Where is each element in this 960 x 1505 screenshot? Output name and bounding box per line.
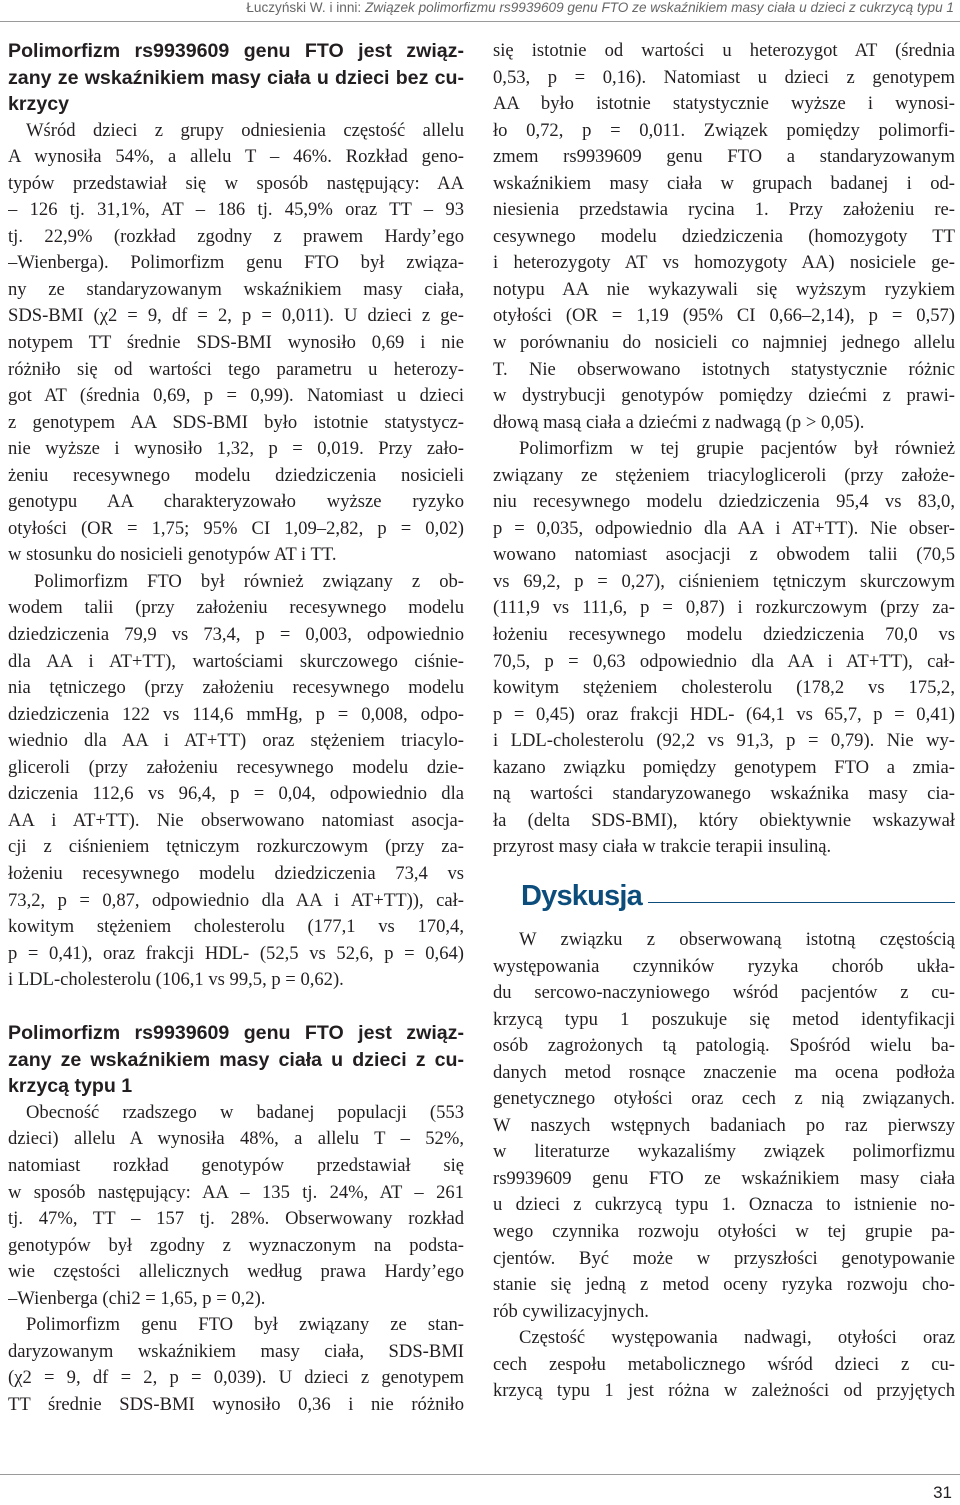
running-header	[0, 0, 960, 20]
text-line: –Wienberga). Polimorfizm genu FTO był związa-	[8, 252, 464, 274]
text-line: tj. 47%, TT – 157 tj. 28%. Obserwowany rozkład	[8, 1208, 464, 1230]
text-line: W naszych wstępnych badaniach po raz pierwszy	[493, 1114, 955, 1136]
header-title: Związek polimorfizmu rs9939609 genu FTO ze wskaźnikiem masy ciała u dzieci z cukrzycą typu 1	[364, 0, 954, 15]
text-line: u dzieci z cukrzycą typu 1. Oznacza to istnienie no-	[493, 1194, 955, 1216]
subheading-line: Polimorfizm rs9939609 genu FTO jest związ-	[8, 1022, 464, 1045]
text-line: cji z ciśnieniem tętniczym rozkurczowym (przy za-	[8, 836, 464, 858]
text-line: łożeniu recesywnego modelu dziedziczenia 70,0 vs	[493, 624, 955, 646]
text-line: p = 0,41), oraz frakcji HDL- (52,5 vs 52,6, p = 0,64)	[8, 942, 464, 964]
text-line: ną wartości standaryzowanego wskaźnika masy cia-	[493, 783, 955, 805]
text-line: rób cywilizacyjnych.	[493, 1300, 649, 1322]
text-line: rs9939609 genu FTO ze wskaźnikiem masy ciała	[493, 1167, 955, 1189]
text-line: różniło się od wartości tego parametru u heterozy-	[8, 358, 464, 380]
right-column-top-text	[493, 38, 955, 861]
text-line: wiednio dla AA i AT+TT) oraz stężeniem triacylo-	[8, 730, 464, 752]
text-line: SDS-BMI (χ2 = 9, df = 2, p = 0,011). U dzieci z ge-	[8, 305, 464, 327]
text-line: AA i AT+TT). Nie obserwowano natomiast asocja-	[8, 809, 464, 831]
text-line: niu recesywnego modelu dziedziczenia 95,4 vs 83,0,	[493, 491, 955, 513]
text-line: krzycą typu 1 poszukuje się metod identyfikacji	[493, 1008, 955, 1030]
text-line: nie wyższe i wynosiło 1,32, p = 0,019. Przy zało-	[8, 438, 464, 460]
text-line: p = 0,035, odpowiednio dla AA i AT+TT). Nie obser-	[493, 517, 955, 539]
text-line: dziedziczenia 79,9 vs 73,4, p = 0,003, odpowiednio	[8, 624, 464, 646]
text-line: ny ze standaryzowanym wskaźnikiem masy ciała,	[8, 278, 464, 300]
text-line: nia tętniczego (przy założeniu recesywnego modelu	[8, 677, 464, 699]
text-line: Wśród dzieci z grupy odniesienia częstość allelu	[26, 119, 464, 141]
text-line: kazano związku pomiędzy genotypem FTO a zmia-	[493, 756, 955, 778]
text-line: stanie się jedną z metod oceny ryzyka rozwoju cho-	[493, 1274, 955, 1296]
text-line: w stosunku do nosicieli genotypów AT i TT.	[8, 544, 337, 566]
text-line: Polimorfizm w tej grupie pacjentów był również	[519, 438, 955, 460]
section-heading-rule	[648, 902, 955, 903]
text-line: Polimorfizm FTO był również związany z ob-	[34, 570, 464, 592]
text-line: got AT (średnia 0,69, p = 0,99). Natomiast u dzieci	[8, 385, 464, 407]
text-line: związany ze stężeniem triacylogliceroli (przy założe-	[493, 464, 955, 486]
text-line: wego czynnika rozwoju otyłości w tej grupie pa-	[493, 1220, 955, 1242]
text-line: cesywnego modelu dziedziczenia (homozygoty TT	[493, 225, 955, 247]
section-heading-text: Dyskusja	[521, 879, 642, 912]
page-number: 31	[933, 1483, 952, 1502]
footer-rule	[0, 1474, 960, 1475]
text-line: łożeniu recesywnego modelu dziedziczenia 73,4 vs	[8, 862, 464, 884]
subheading-line: zany ze wskaźnikiem masy ciała u dzieci z cu-	[8, 1048, 464, 1071]
text-line: wowano natomiast asocjacji z obwodem talii (70,5	[493, 544, 955, 566]
text-line: wodem talii (przy założeniu recesywnego modelu	[8, 597, 464, 619]
text-line: Polimorfizm genu FTO był związany ze stan-	[26, 1314, 464, 1336]
text-line: i LDL-cholesterolu (92,2 vs 91,3, p = 0,79). Nie wy-	[493, 730, 955, 752]
text-line: i heterozygoty AT vs homozygoty AA) nosiciele ge-	[493, 252, 955, 274]
header-rule	[0, 21, 960, 22]
text-line: otyłości (OR = 1,19 (95% CI 0,66–2,14), p = 0,57)	[493, 305, 955, 327]
text-line: A wynosiła 54%, a allelu T – 46%. Rozkład geno-	[8, 146, 464, 168]
text-line: zmem rs9939609 genu FTO a standaryzowanym	[493, 146, 955, 168]
text-line: genotypów był zgodny z wyznaczonym na podsta-	[8, 1234, 464, 1256]
left-column	[8, 38, 464, 1418]
text-line: dziczenia 112,6 vs 96,4, p = 0,04, odpowiednio dla	[8, 783, 464, 805]
text-line: genetycznego otyłości oraz cech z nią związanych.	[493, 1088, 955, 1110]
subheading-line: zany ze wskaźnikiem masy ciała u dzieci bez cu-	[8, 66, 464, 89]
text-line: 70,5, p = 0,63 odpowiednio dla AA i AT+TT), cał-	[493, 650, 955, 672]
text-line: wie częstości allelicznych według prawa Hardy’ego	[8, 1261, 464, 1283]
text-line: kowitym stężeniem cholesterolu (177,1 vs 170,4,	[8, 916, 464, 938]
paragraph-gap	[8, 994, 464, 1021]
text-line: (χ2 = 9, df = 2, p = 0,039). U dzieci z genotypem	[8, 1367, 464, 1389]
text-line: vs 69,2, p = 0,27), ciśnieniem tętniczym skurczowym	[493, 570, 955, 592]
text-line: w literaturze wykazaliśmy związek polimorfizmu	[493, 1141, 955, 1163]
text-line: TT średnie SDS-BMI wynosiło 0,36 i nie różniło	[8, 1393, 464, 1415]
text-line: krzycą typu 1 jest różna w zależności od przyjętych	[493, 1380, 955, 1402]
header-authors: Łuczyński W. i inni:	[246, 0, 365, 15]
subheading-line: krzycy	[8, 93, 70, 116]
text-line: natomiast rozkład genotypów przedstawiał się	[8, 1154, 464, 1176]
text-line: przyrost masy ciała w trakcie terapii insuliną.	[493, 836, 832, 858]
subheading-line: krzycą typu 1	[8, 1075, 133, 1098]
text-line: występowania czynników ryzyka chorób ukła-	[493, 955, 955, 977]
text-line: danych metod rosnące znaczenie ma ocena podłoża	[493, 1061, 955, 1083]
text-line: ło 0,72, p = 0,011. Związek pomiędzy polimorfi-	[493, 119, 955, 141]
text-line: notypu AA nie wykazywali się wyższym ryzykiem	[493, 278, 955, 300]
text-line: cech zespołu metabolicznego wśród dzieci z cu-	[493, 1353, 955, 1375]
right-column-discussion-text	[493, 927, 955, 1405]
text-line: W związku z obserwowaną istotną częstością	[519, 928, 955, 950]
text-line: AA było istotnie statystycznie wyższe i wynosi-	[493, 93, 955, 115]
text-line: w porównaniu do nosicieli co najmniej jednego allelu	[493, 332, 955, 354]
text-line: dłową masą ciała a dziećmi z nadwagą (p > 0,05).	[493, 411, 865, 433]
text-line: p = 0,45) oraz frakcji HDL- (64,1 vs 65,7, p = 0,41)	[493, 703, 955, 725]
subheading-line: Polimorfizm rs9939609 genu FTO jest związ-	[8, 40, 464, 62]
text-line: – 126 tj. 31,1%, AT – 186 tj. 45,9% oraz TT – 93	[8, 199, 464, 221]
text-line: tj. 22,9% (rozkład zgodny z prawem Hardy’ego	[8, 225, 464, 247]
text-line: genotypu AA charakteryzowało wyższe ryzyko	[8, 491, 464, 513]
text-line: niesienia przedstawia rycina 1. Przy założeniu re-	[493, 199, 955, 221]
text-line: kowitym stężeniem cholesterolu (178,2 vs 175,2,	[493, 677, 955, 699]
text-line: daryzowanym wskaźnikiem masy ciała, SDS-BMI	[8, 1340, 464, 1362]
text-line: cjentów. Być może w przyszłości genotypowanie	[493, 1247, 955, 1269]
text-line: osób zagrożonych tą patologią. Spośród wielu ba-	[493, 1035, 955, 1057]
text-line: ła (delta SDS-BMI), który obiektywnie wskazywał	[493, 809, 955, 831]
section-heading	[521, 875, 955, 913]
text-line: 73,2, p = 0,87, odpowiednio dla AA i AT+TT)), cał-	[8, 889, 464, 911]
text-line: dziedziczenia 122 vs 114,6 mmHg, p = 0,008, odpo-	[8, 703, 464, 725]
text-line: –Wienberga (chi2 = 1,65, p = 0,2).	[8, 1287, 266, 1309]
text-line: dzieci) allelu A wynosiła 48%, a allelu T – 52%,	[8, 1128, 464, 1150]
text-line: notypem TT średnie SDS-BMI wynosiło 0,69 i nie	[8, 332, 464, 354]
text-line: otyłości (OR = 1,75; 95% CI 1,09–2,82, p = 0,02)	[8, 517, 464, 539]
text-line: gliceroli (przy założeniu recesywnego modelu dzie-	[8, 756, 464, 778]
text-line: i LDL-cholesterolu (106,1 vs 99,5, p = 0,62).	[8, 969, 344, 991]
text-line: z genotypem AA SDS-BMI było istotnie statystycz-	[8, 411, 464, 433]
text-line: Częstość występowania nadwagi, otyłości oraz	[519, 1327, 955, 1349]
text-line: wskaźnikiem masy ciała w grupach badanej i od-	[493, 172, 955, 194]
text-line: typów przedstawiał się w sposób następujący: AA	[8, 172, 464, 194]
text-line: w sposób następujący: AA – 135 tj. 24%, AT – 261	[8, 1181, 464, 1203]
text-line: żeniu recesywnego modelu dziedziczenia nosicieli	[8, 464, 464, 486]
right-column	[493, 38, 955, 1405]
text-line: T. Nie obserwowano istotnych statystycznie różnic	[493, 358, 955, 380]
text-line: du sercowo-naczyniowego wśród pacjentów z cu-	[493, 982, 955, 1004]
text-line: (111,9 vs 111,6, p = 0,87) i rozkurczowym (przy za-	[493, 597, 955, 619]
text-line: w dystrybucji genotypów pomiędzy dziećmi z prawi-	[493, 385, 955, 407]
text-line: 0,53, p = 0,16). Natomiast u dzieci z genotypem	[493, 66, 955, 88]
text-line: dla AA i AT+TT), wartościami skurczowego ciśnie-	[8, 650, 464, 672]
text-line: się istotnie od wartości u heterozygot AT (średnia	[493, 40, 955, 61]
text-line: Obecność rzadszego w badanej populacji (553	[26, 1101, 464, 1123]
